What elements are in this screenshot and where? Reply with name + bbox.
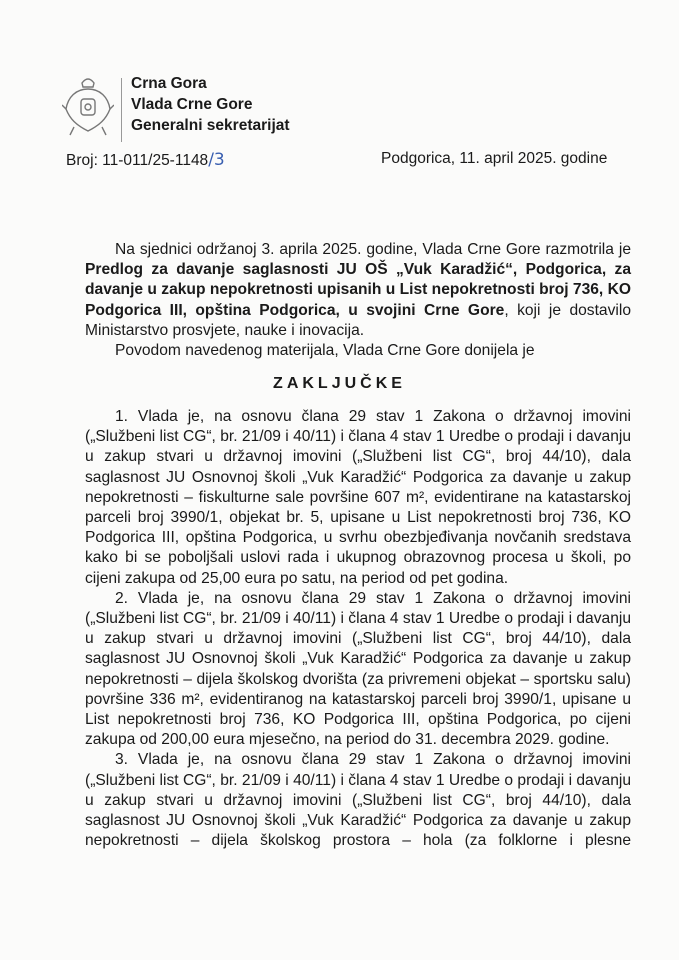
intro-text-end: , koji je dostavilo Ministarstvo prosvjete, nauke i inovacija.: [85, 301, 631, 339]
letterhead-country: Crna Gora: [131, 75, 207, 92]
document-date: Podgorica, 11. april 2025. godine: [381, 150, 608, 167]
coat-of-arms-emblem: [62, 75, 114, 137]
intro-paragraph: [85, 240, 631, 341]
header-divider: [121, 78, 122, 142]
conclusions: [85, 407, 631, 851]
letterhead: [131, 73, 290, 136]
letterhead-government: Vlada Crne Gore: [131, 96, 253, 113]
conclusion-1: 1. Vlada je, na osnovu člana 29 stav 1 Zakona o državnoj imovini („Službeni list CG“, br. 21/09 i 40/11) i člana 4 stav 1 Uredbe o prodaji i davanju u zakup stvari u državnoj imovini („Službeni list CG“, broj 44/10), dala saglasnost JU Osnovnoj školi „Vuk Karadžić“ Podgorica za davanje u zakup nepokretnosti – fiskulturne sale površine 607 m², evidentirane na katastarskoj parceli broj 3990/1, objekat br. 5, upisane u List nepokretnosti broj 736, KO Podgorica III, opština Podgorica, u svrhu obezbjeđivanja novčanih sredstava kako bi se poboljšali uslovi rada i ukupnog obrazovnog procesa u školi, po cijeni zakupa od 25,00 eura po satu, na period od pet godina.: [85, 408, 631, 587]
conclusion-2: 2. Vlada je, na osnovu člana 29 stav 1 Zakona o državnoj imovini („Službeni list CG“, br. 21/09 i 40/11) i člana 4 stav 1 Uredbe o prodaji i davanju u zakup stvari u državnoj imovini („Službeni list CG“, broj 44/10), dala saglasnost JU Osnovnoj školi „Vuk Karadžić“ Podgorica za davanje u zakup nepokretnosti – dijela školskog dvorišta (za privremeni objekat – sportsku salu) površine 336 m², evidentiranog na katastarskoj parceli broj 3990/1, upisane u List nepokretnosti broj 736, KO Podgorica III, opština Podgorica, po cijeni zakupa od 200,00 eura mjesečno, na period do 31. decembra 2029. godine.: [85, 589, 631, 749]
letterhead-office: Generalni sekretarijat: [131, 117, 290, 134]
conclusion-3: 3. Vlada je, na osnovu člana 29 stav 1 Zakona o državnoj imovini („Službeni list CG“, br. 21/09 i 40/11) i člana 4 stav 1 Uredbe o prodaji i davanju u zakup stvari u državnoj imovini („Službeni list CG“, broj 44/10), dala saglasnost JU Osnovnoj školi „Vuk Karadžić“ Podgorica za davanje u zakup nepokretnosti – dijela školskog prostora – hola (za folklorne i plesne: [85, 751, 631, 850]
handwritten-suffix: /3: [208, 150, 225, 170]
reference-label: Broj: 11-011/25-1148: [66, 152, 209, 169]
section-title: ZAKLJUČKE: [273, 375, 406, 392]
intro: [85, 240, 631, 361]
proposal-title: Predlog za davanje saglasnosti JU OŠ „Vuk Karadžić“, Podgorica, za davanje u zakup nepokretnosti upisanih u List nepokretnosti broj 736, KO Podgorica III, opština Podgorica, u svojini Crne Gore: [85, 261, 631, 319]
intro-text: Na sjednici održanoj 3. aprila 2025. godine, Vlada Crne Gore razmotrila je: [115, 241, 631, 258]
decision-paragraph: Povodom navedenog materijala, Vlada Crne Gore donijela je: [115, 342, 535, 360]
reference-number: [66, 150, 225, 170]
